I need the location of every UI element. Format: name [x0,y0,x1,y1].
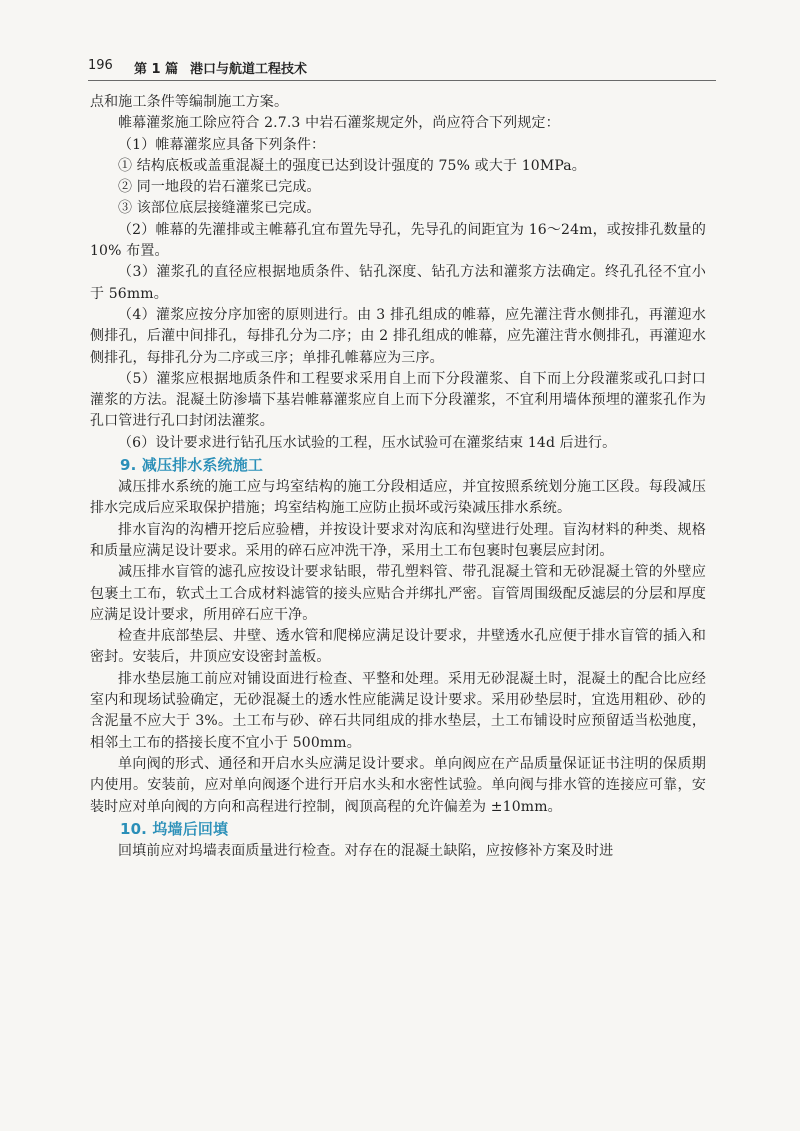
section-title: 港口与航道工程技术 [190,62,308,77]
running-header [88,58,716,78]
list-item: （2）帷幕的先灌排或主帷幕孔宜布置先导孔，先导孔的间距宜为 16～24m，或按排孔数量的 10% 布置。 [90,221,706,260]
page-body [90,92,706,862]
list-item: ① 结构底板或盖重混凝土的强度已达到设计强度的 75% 或大于 10MPa。 [118,157,586,174]
paragraph: 排水垫层施工前应对铺设面进行检查、平整和处理。采用无砂混凝土时，混凝土的配合比应经室内和现场试验确定，无砂混凝土的透水性应能满足设计要求。采用砂垫层时，宜选用粗砂、砂的含泥量不应大于 3%。土工布与砂、碎石共同组成的排水垫层，土工布铺设时应预留适当松弛度，相邻土工布的搭接长度不宜小于 500mm。 [90,670,706,751]
list-item: ② 同一地段的岩石灌浆已完成。 [118,179,321,196]
list-item: （1）帷幕灌浆应具备下列条件： [118,136,326,153]
paragraph: 减压排水系统的施工应与坞室结构的施工分段相适应，并宜按照系统划分施工区段。每段减压排水完成后应采取保护措施；坞室结构施工应防止损坏或污染减压排水系统。 [90,479,706,517]
header-divider [88,80,716,81]
list-item: （3）灌浆孔的直径应根据地质条件、钻孔深度、钻孔方法和灌浆方法确定。终孔孔径不宜小于 56mm。 [90,264,706,302]
paragraph: 减压排水盲管的滤孔应按设计要求钻眼，带孔塑料管、带孔混凝土管和无砂混凝土管的外壁应包裹土工布，软式土工合成材料滤管的接头应贴合并绑扎严密。盲管周围级配反滤层的分层和厚度应满足设计要求，所用碎石应干净。 [90,564,706,623]
page-number: 196 [88,58,113,73]
paragraph: 单向阀的形式、通径和开启水头应满足设计要求。单向阀应在产品质量保证证书注明的保质期内使用。安装前，应对单向阀逐个进行开启水头和水密性试验。单向阀与排水管的连接应可靠，安装时应对单向阀的方向和高程进行控制，阀顶高程的允许偏差为 ±10mm。 [90,755,706,815]
paragraph: 点和施工条件等编制施工方案。 [90,94,289,110]
list-item: （5）灌浆应根据地质条件和工程要求采用自上而下分段灌浆、自下而上分段灌浆或孔口封口灌浆的方法。混凝土防渗墙下基岩帷幕灌浆应自上而下分段灌浆，不宜利用墙体预埋的灌浆孔作为孔口管进行孔口封闭法灌浆。 [90,370,706,430]
list-item: ③ 该部位底层接缝灌浆已完成。 [118,200,321,217]
list-item: （6）设计要求进行钻孔压水试验的工程，压水试验可在灌浆结束 14d 后进行。 [118,434,617,451]
section-heading: 9. 减压排水系统施工 [120,456,264,475]
list-item: （4）灌浆应按分序加密的原则进行。由 3 排孔组成的帷幕，应先灌注背水侧排孔，再灌迎水侧排孔，后灌中间排孔，每排孔分为二序；由 2 排孔组成的帷幕，应先灌注背水侧排孔，再灌迎水侧排孔，每排孔分为二序或三序；单排孔帷幕应为三序。 [90,306,706,366]
paragraph: 回填前应对坞墙表面质量进行检查。对存在的混凝土缺陷，应按修补方案及时进 [118,842,614,859]
part-label: 第 1 篇 [134,62,179,77]
section-heading: 10. 坞墙后回填 [120,819,229,838]
paragraph: 排水盲沟的沟槽开挖后应验槽，并按设计要求对沟底和沟壁进行处理。盲沟材料的种类、规格和质量应满足设计要求。采用的碎石应冲洗干净，采用土工布包裹时包裹层应封闭。 [90,521,706,559]
paragraph: 帷幕灌浆施工除应符合 2.7.3 中岩石灌浆规定外，尚应符合下列规定： [118,115,560,132]
paragraph: 检查井底部垫层、井壁、透水管和爬梯应满足设计要求，井壁透水孔应便于排水盲管的插入和密封。安装后，井顶应安设密封盖板。 [90,628,706,666]
